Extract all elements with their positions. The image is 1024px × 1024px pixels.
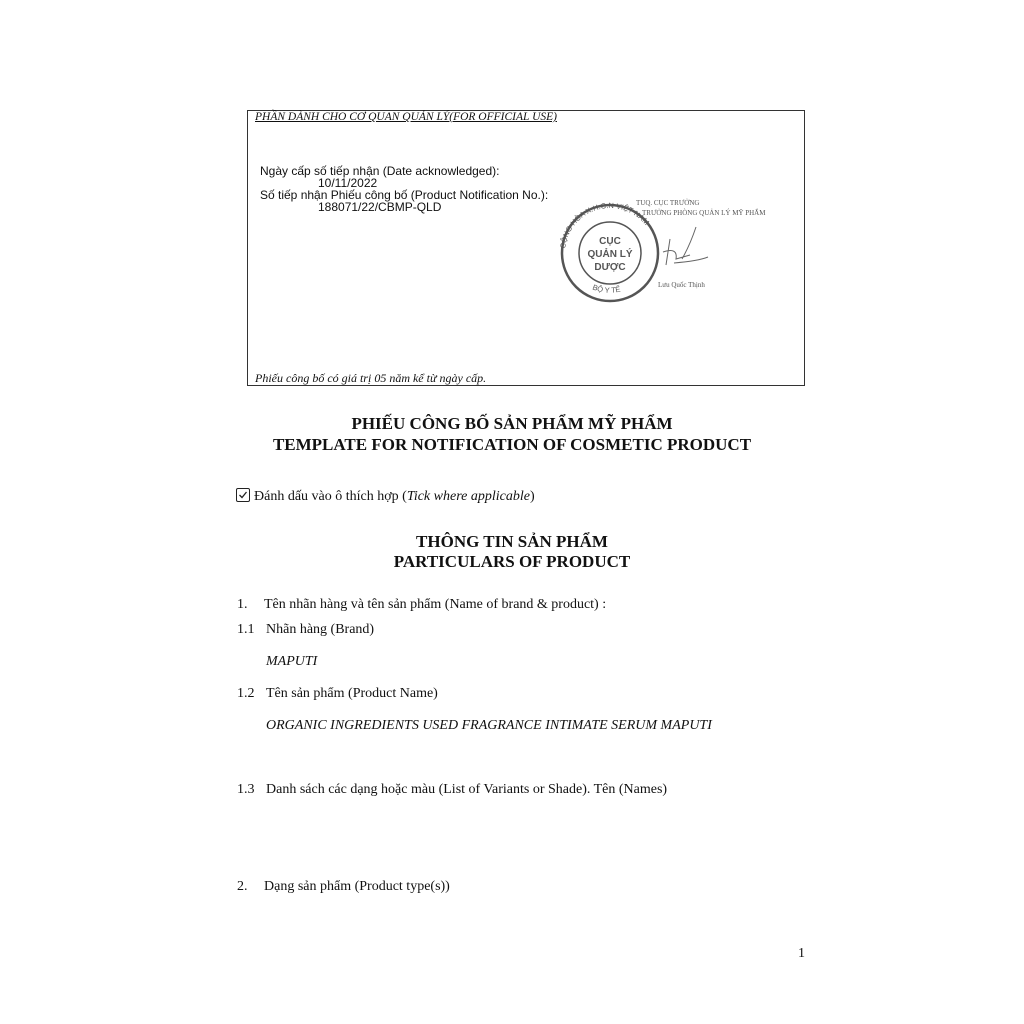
- notification-number-label: Số tiếp nhận Phiếu công bố (Product Notification No.):: [260, 188, 549, 202]
- official-stamp: [558, 197, 766, 307]
- item-1-3-text: Danh sách các dạng hoặc màu (List of Variants or Shade). Tên (Names): [266, 782, 668, 797]
- date-acknowledged-value: 10/11/2022: [318, 176, 378, 190]
- document-title-vi: PHIẾU CÔNG BỐ SẢN PHẨM MỸ PHẨM: [351, 414, 673, 433]
- item-1-2-number: 1.2: [237, 686, 255, 701]
- checkbox-icon: [236, 488, 250, 502]
- item-2-number: 2.: [237, 879, 248, 894]
- signer-title-line1: TUQ. CỤC TRƯỞNG: [636, 199, 700, 207]
- item-1-number: 1.: [237, 597, 248, 612]
- section-title-vi: THÔNG TIN SẢN PHẨM: [416, 532, 608, 551]
- signer-title-line2: TRƯỞNG PHÒNG QUẢN LÝ MỸ PHẨM: [642, 209, 766, 217]
- signer-name: Lưu Quốc Thịnh: [658, 281, 705, 289]
- item-2-text: Dạng sản phẩm (Product type(s)): [264, 879, 450, 894]
- notification-number-value: 188071/22/CBMP-QLD: [318, 200, 442, 214]
- section-title-en: PARTICULARS OF PRODUCT: [393, 552, 631, 571]
- signature-stroke: [663, 227, 708, 265]
- tick-note-prefix: Đánh dấu vào ô thích hợp (: [254, 489, 407, 504]
- official-use-header: PHẦN DÀNH CHO CƠ QUAN QUẢN LÝ(FOR OFFICIAL USE): [255, 111, 557, 123]
- item-1-1-text: Nhãn hàng (Brand): [266, 622, 375, 637]
- validity-note: Phiếu công bố có giá trị 05 năm kể từ ngày cấp.: [255, 371, 487, 385]
- product-name-value: ORGANIC INGREDIENTS USED FRAGRANCE INTIMATE SERUM MAPUTI: [266, 718, 712, 733]
- stamp-center-line1: CỤC: [599, 236, 621, 247]
- tick-note-suffix: ): [529, 489, 535, 504]
- date-acknowledged-label: Ngày cấp số tiếp nhận (Date acknowledged):: [260, 164, 500, 178]
- item-1-3-number: 1.3: [237, 782, 255, 797]
- brand-value: MAPUTI: [266, 654, 318, 669]
- item-1-1-number: 1.1: [237, 622, 255, 637]
- stamp-center-line2: QUẢN LÝ: [587, 249, 633, 260]
- stamp-ring-text: CỘNG HÒA X.H.C.N VIỆT NAM: [558, 200, 652, 250]
- tick-note: [254, 489, 535, 505]
- official-use-box: [247, 110, 805, 386]
- page-number: 1: [798, 946, 805, 961]
- item-1-2-text: Tên sản phẩm (Product Name): [266, 686, 438, 701]
- item-1-text: Tên nhãn hàng và tên sản phẩm (Name of brand & product) :: [264, 597, 607, 612]
- stamp-center-line3: DƯỢC: [594, 262, 626, 273]
- stamp-ring-bottom-text: BỘ Y TẾ: [591, 282, 622, 295]
- tick-note-italic: Tick where applicable: [406, 489, 530, 504]
- document-title-en: TEMPLATE FOR NOTIFICATION OF COSMETIC PRODUCT: [272, 435, 752, 454]
